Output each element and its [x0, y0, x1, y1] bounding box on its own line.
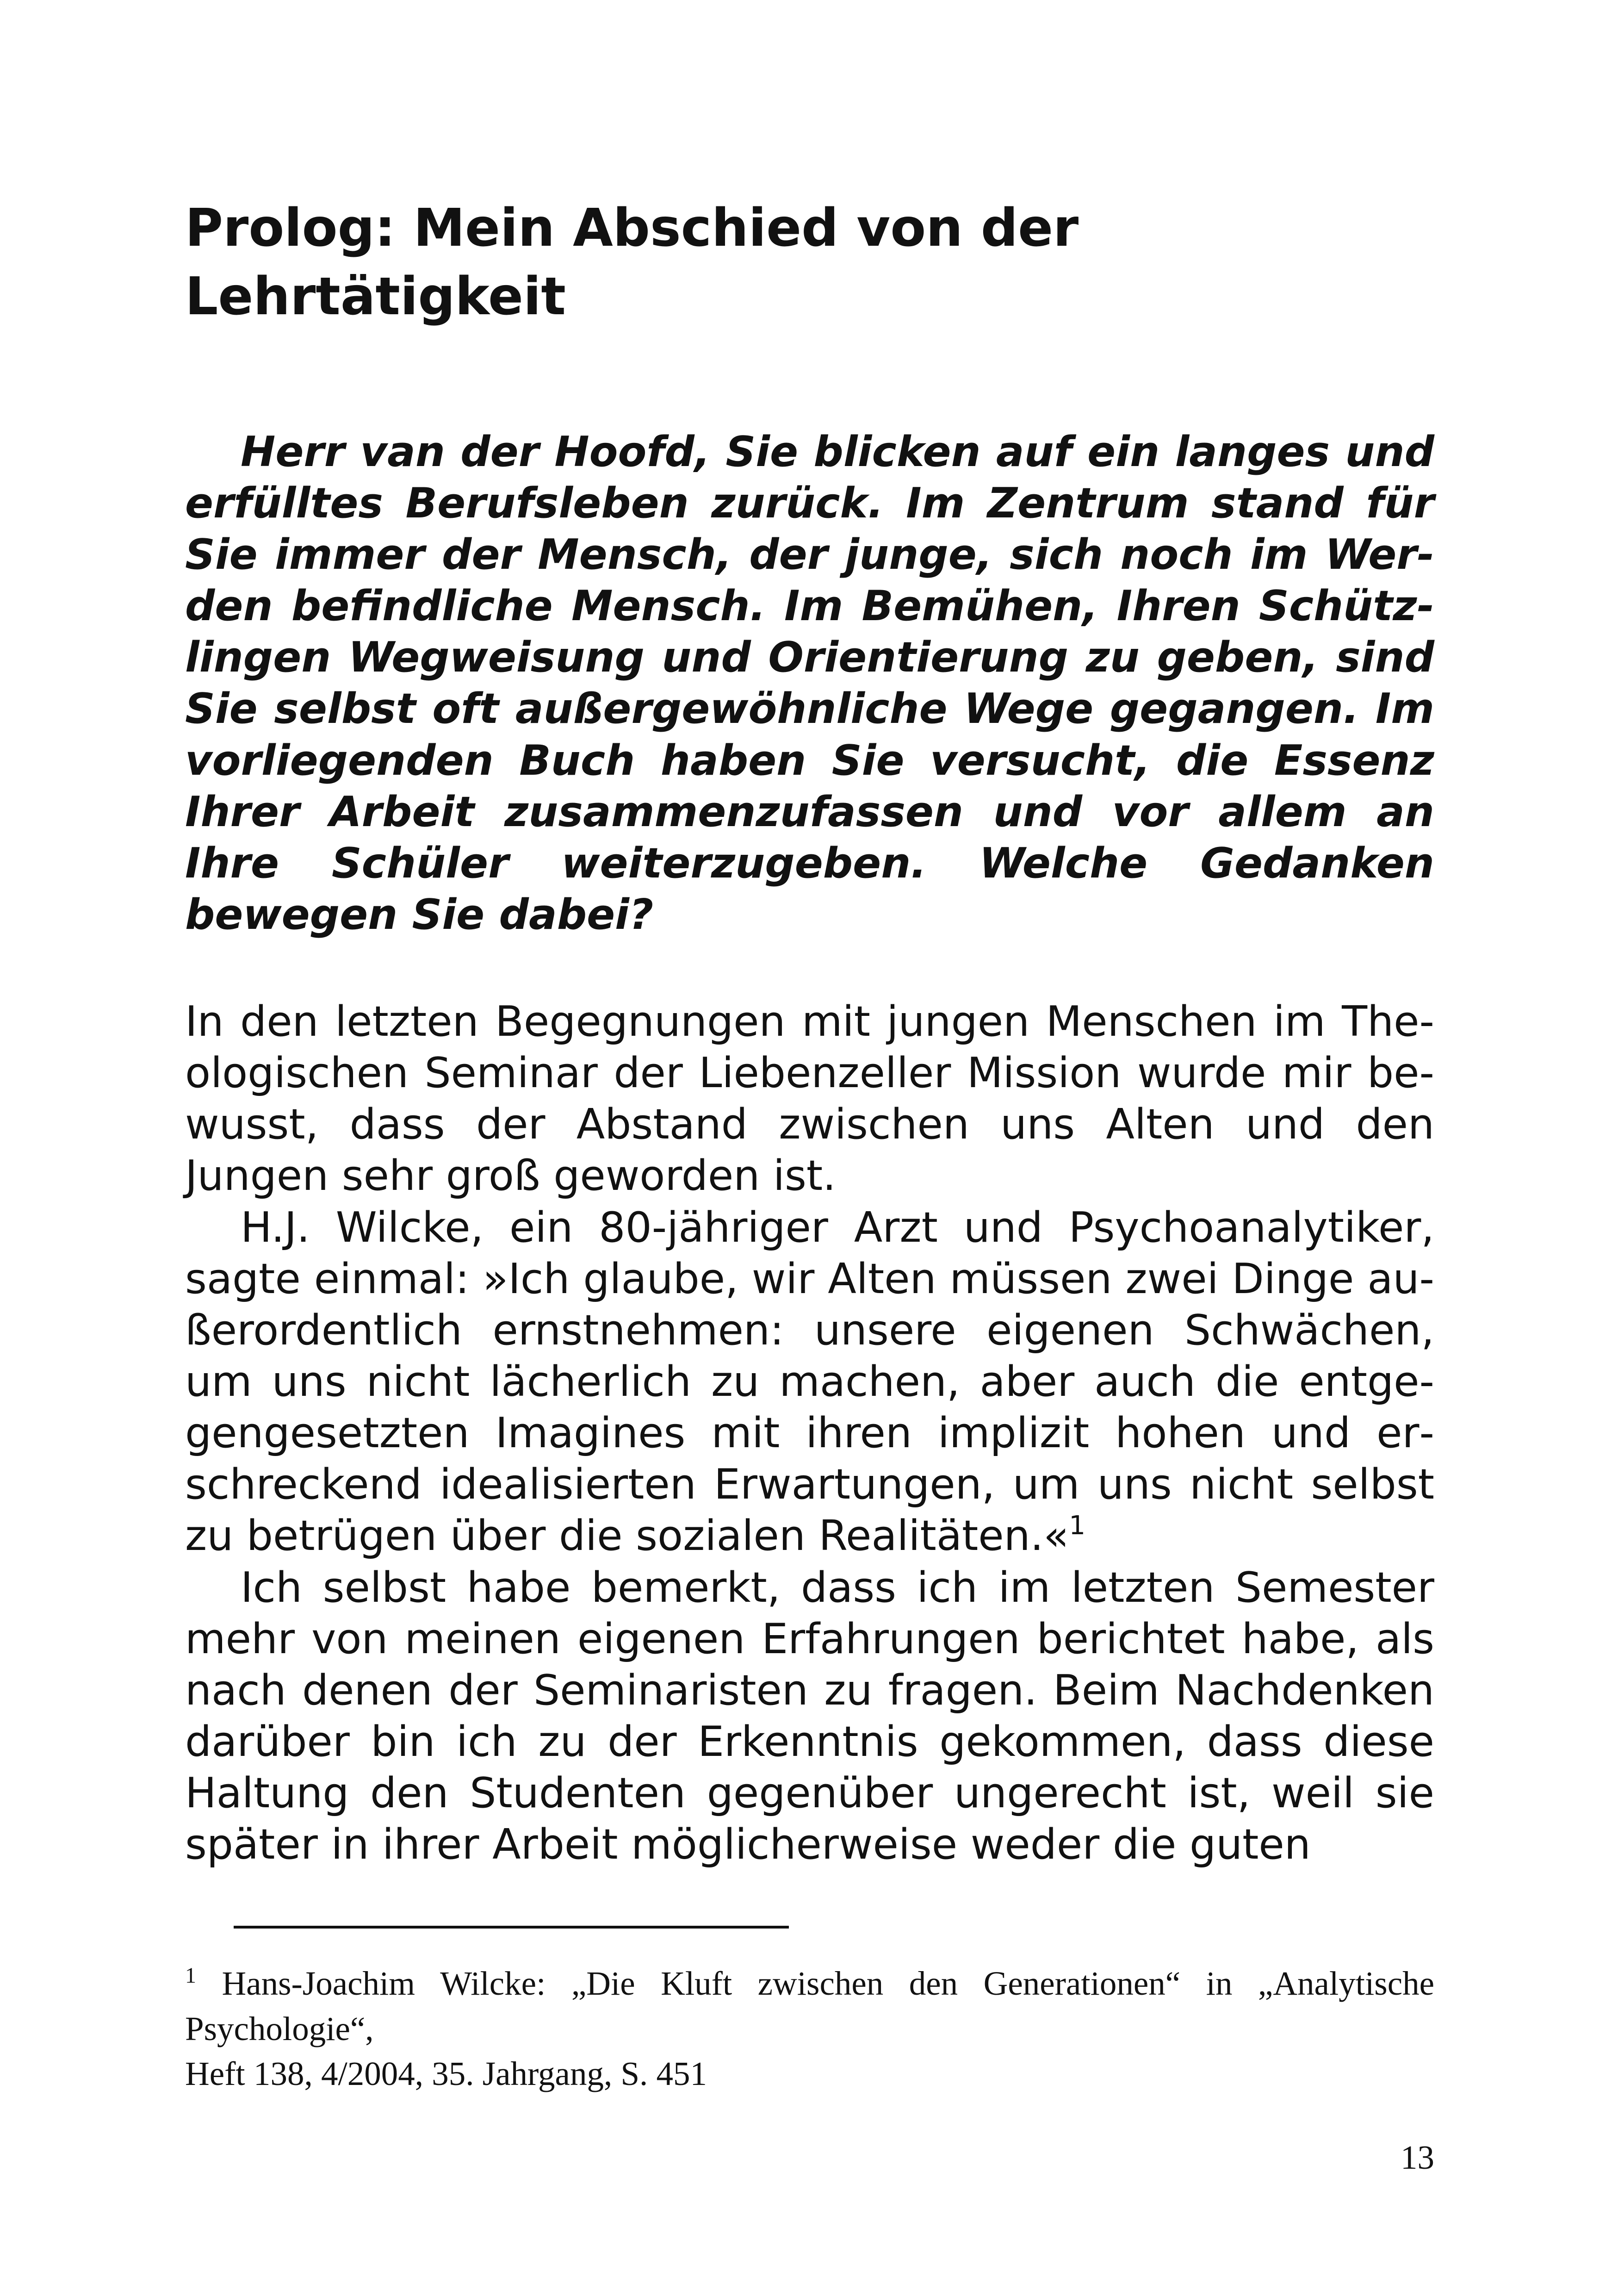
- interview-question: Herr van der Hoofd, Sie blicken auf ein langes und erfülltes Berufsleben zurück. Im Zentrum stand für Sie immer der Mensch, der junge, sich noch im Werden befindliche Mensch. Im Bemühen, Ihren Schützlingen Wegweisung und Orientierung zu geben, sind Sie selbst oft außergewöhnliche Wege gegangen. Im vorliegenden Buch haben Sie versucht, die Essenz Ihrer Arbeit zusammenzufassen und vor allem an Ihre Schüler weiterzugeben. Welche Gedanken bewegen Sie dabei?: [185, 427, 1434, 939]
- page-content: [185, 194, 1434, 2096]
- chapter-title: Prolog: Mein Abschied von der Lehrtätigkeit: [185, 198, 1079, 327]
- footnote-text: Hans-Joachim Wilcke: „Die Kluft zwischen den Generationen“ in „Analytische Psychologie“,: [185, 1965, 1434, 2047]
- footnote-marker: 1: [185, 1963, 196, 1988]
- page-number: 13: [1401, 2139, 1434, 2176]
- footnote-line-2: Heft 138, 4/2004, 35. Jahrgang, S. 451: [185, 2054, 707, 2092]
- footnote-line-1: [185, 1961, 1434, 2051]
- footnote-reference[interactable]: 1: [1069, 1511, 1085, 1541]
- paragraph-3: Ich selbst habe bemerkt, dass ich im letzten Semester mehr von meinen eigenen Erfahrungen berichtet habe, als nach denen der Seminaristen zu fragen. Beim Nachdenken darüber bin ich zu der Erkenntnis gekommen, dass diese Haltung den Studenten gegenüber ungerecht ist, weil sie später in ihrer Arbeit möglicherweise weder die guten: [185, 1563, 1434, 1869]
- footnote-separator: [234, 1926, 789, 1929]
- paragraph-2: [185, 1202, 1434, 1562]
- paragraph-1: In den letzten Begegnungen mit jungen Menschen im Theologischen Seminar der Liebenzeller Mission wurde mir bewusst, dass der Abstand zwischen uns Alten und den Jungen sehr groß geworden ist.: [185, 997, 1434, 1201]
- paragraph-2-text: H.J. Wilcke, ein 80-jähriger Arzt und Psychoanalytiker, sagte einmal: »Ich glaube, wir Alten müssen zwei Dinge außerordentlich ernstnehmen: unsere eigenen Schwächen, um uns nicht lächerlich zu machen, aber auch die entgegengesetzten Imagines mit ihren implizit hohen und erschreckend idealisierten Erwartungen, um uns nicht selbst zu betrügen über die sozialen Realitäten.«: [185, 1203, 1434, 1561]
- footnote: [185, 1961, 1434, 2096]
- body-text: [185, 996, 1434, 1870]
